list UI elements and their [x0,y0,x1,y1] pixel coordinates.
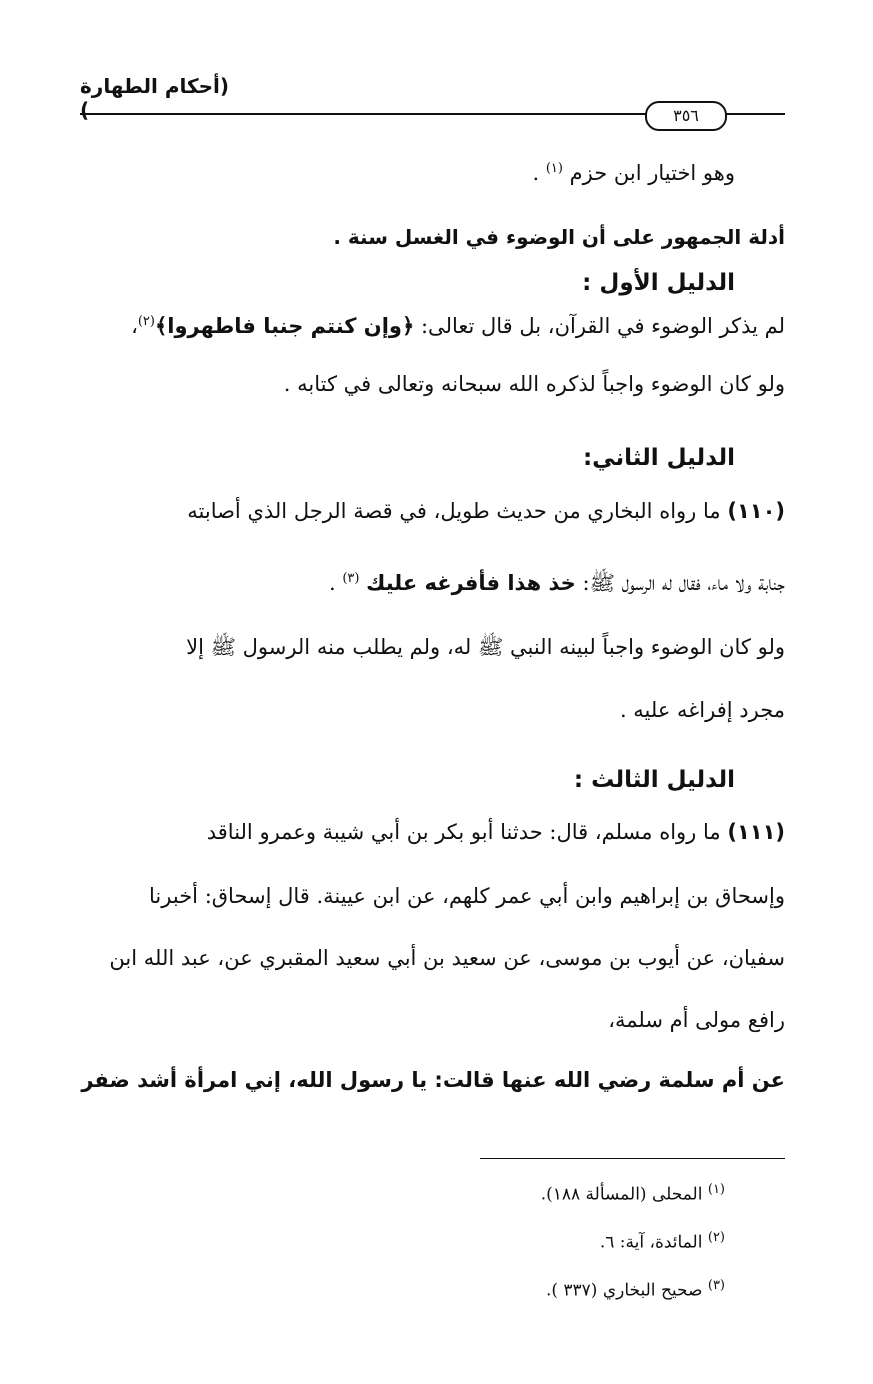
hadith110-number: (١١٠) [727,499,785,523]
footnote-ref-3: (٣) [342,571,360,586]
intro-text: وهو اختيار ابن حزم [569,161,735,185]
running-title: (أحكام الطهارة ) [80,74,230,122]
proof1-comma: ، [131,314,138,338]
footnote-1-num: (١) [707,1182,725,1197]
footnote-2-num: (٢) [707,1230,725,1245]
intro-end: . [532,161,540,185]
proof3-heading: الدليل الثالث : [573,767,735,793]
footnote-2 [400,1226,725,1255]
proof1-line-a [70,308,785,340]
proof1-line-b: ولو كان الوضوء واجباً لذكره الله سبحانه وتعالى في كتابه . [283,372,785,396]
footnote-rule [480,1158,785,1159]
proof1-text-a: لم يذكر الوضوء في القرآن، بل قال تعالى: [420,314,785,338]
footnote-1-text: المحلى (المسألة ١٨٨). [540,1184,703,1205]
footnote-ref-2: (٢) [137,314,155,329]
hadith111-number: (١١١) [727,820,785,844]
hadith110-text-a: ما رواه البخاري من حديث طويل، في قصة الرجل الذي أصابته [187,499,721,523]
proof2-line-b: مجرد إفراغه عليه . [619,698,785,722]
proof1-heading: الدليل الأول : [582,270,735,296]
hadith111-line-c: سفيان، عن أيوب بن موسى، عن سعيد بن أبي سعيد المقبري عن، عبد الله ابن [109,946,785,970]
hadith110-line-a [70,497,785,525]
footnote-3 [400,1274,725,1303]
footnote-1 [400,1178,725,1207]
hadith110-line-b [70,565,785,597]
footnote-3-text: صحيح البخاري (٣٣٧ ). [545,1280,703,1301]
proof2-line-a: ولو كان الوضوء واجباً لبينه النبي ﷺ له، ولم يطلب منه الرسول ﷺ إلا [186,635,785,659]
proof2-heading: الدليل الثاني: [582,445,735,471]
page-number: ٣٥٦ [645,101,727,131]
proof1-quote: ﴿وإن كنتم جنبا فاطهروا﴾ [154,314,415,338]
hadith111-line-e: عن أم سلمة رضي الله عنها قالت: يا رسول الله، إني امرأة أشد ضفر [81,1068,785,1092]
hadith111-line-d: رافع مولى أم سلمة، [608,1008,785,1032]
section-title: أدلة الجمهور على أن الوضوء في الغسل سنة . [333,225,785,249]
footnote-3-num: (٣) [707,1278,725,1293]
intro-line [70,155,735,187]
footnote-ref-1: (١) [545,161,563,176]
hadith110-end: . [328,571,336,595]
footnote-2-text: المائدة، آية: ٦. [599,1232,703,1253]
hadith110-bold: خذ هذا فأفرغه عليك [366,571,576,595]
hadith111-text-a: ما رواه مسلم، قال: حدثنا أبو بكر بن أبي شيبة وعمرو الناقد [206,820,721,844]
hadith111-line-b: وإسحاق بن إبراهيم وابن أبي عمر كلهم، عن ابن عيينة. قال إسحاق: أخبرنا [149,884,785,908]
hadith110-text-b: جنابة ولا ماء، فقال له الرسول ﷺ: [582,571,785,595]
hadith111-line-a [70,818,785,846]
